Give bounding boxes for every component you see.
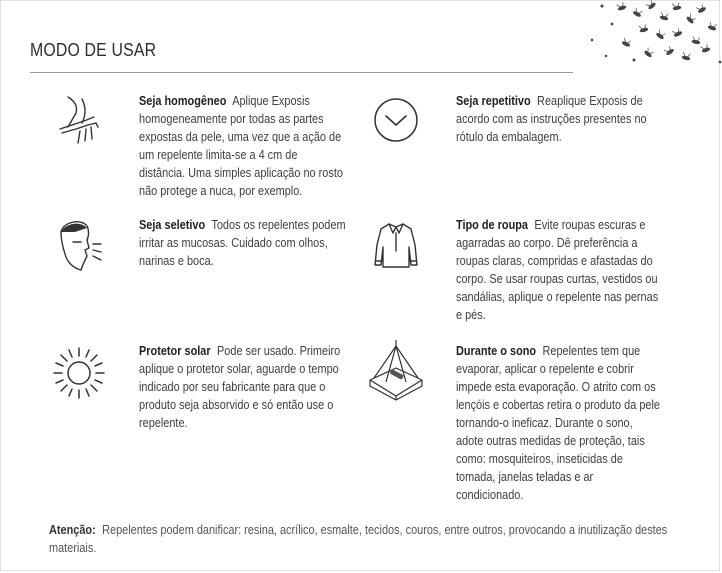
arm-spray-icon <box>58 93 102 147</box>
mosquito-net-bed-icon <box>368 338 424 402</box>
tip-heading: Protetor solar <box>139 343 211 358</box>
tip-heading: Seja repetitivo <box>456 93 531 108</box>
tip-body: Reaplique Exposis de acordo com as instruções presentes no rótulo da embalagem. <box>456 93 647 144</box>
face-icon <box>55 218 103 274</box>
tip-heading: Tipo de roupa <box>456 217 529 232</box>
tip-body: Repelentes tem que evaporar, aplicar o repelente e cobrir impede esta evaporação. O atrito com os lençóis e cobertas retira o produto da pele tornando-o ineficaz. Durante o sono, adote outras medidas de proteção, tais como: mosquiteiros, inseticidas de tomada, janelas teladas e ar condicionado. <box>456 343 660 502</box>
title-divider <box>30 72 573 73</box>
clock-icon <box>373 97 419 143</box>
attention-heading: Atenção: <box>49 522 96 537</box>
page-title: MODO DE USAR <box>30 40 157 60</box>
tip-body: Evite roupas escuras e agarradas ao corpo. Dê preferência a roupas claras, compridas e afastadas do corpo. Se usar roupas curtas, vestidos ou sandálias, aplique o repelente nas pernas e pés. <box>456 217 659 322</box>
tip-heading: Seja seletivo <box>139 217 206 232</box>
tip-body: Todos os repelentes podem irritar as mucosas. Cuidado com olhos, narinas e boca. <box>139 217 346 268</box>
tip-heading: Durante o sono <box>456 343 537 358</box>
attention-body: Repelentes podem danificar: resina, acrílico, esmalte, tecidos, couros, entre outros, provocando a inutilização destes materiais. <box>49 522 668 555</box>
shirt-icon <box>373 221 419 269</box>
mosquito-swarm-icon <box>582 0 722 70</box>
tip-body: Pode ser usado. Primeiro aplique o protetor solar, aguarde o tempo indicado por seu fabricante para que o produto seja absorvido e só então use o repelente. <box>139 343 341 430</box>
sun-icon <box>52 346 106 400</box>
attention-note <box>49 521 681 557</box>
tip-heading: Seja homogêneo <box>139 93 227 108</box>
tip-body: Aplique Exposis homogeneamente por todas as partes expostas da pele, uma vez que a ação de um repelente limita-se a 4 cm de distância. Uma simples aplicação no rosto não protege a nuca, por exemplo. <box>139 93 343 198</box>
